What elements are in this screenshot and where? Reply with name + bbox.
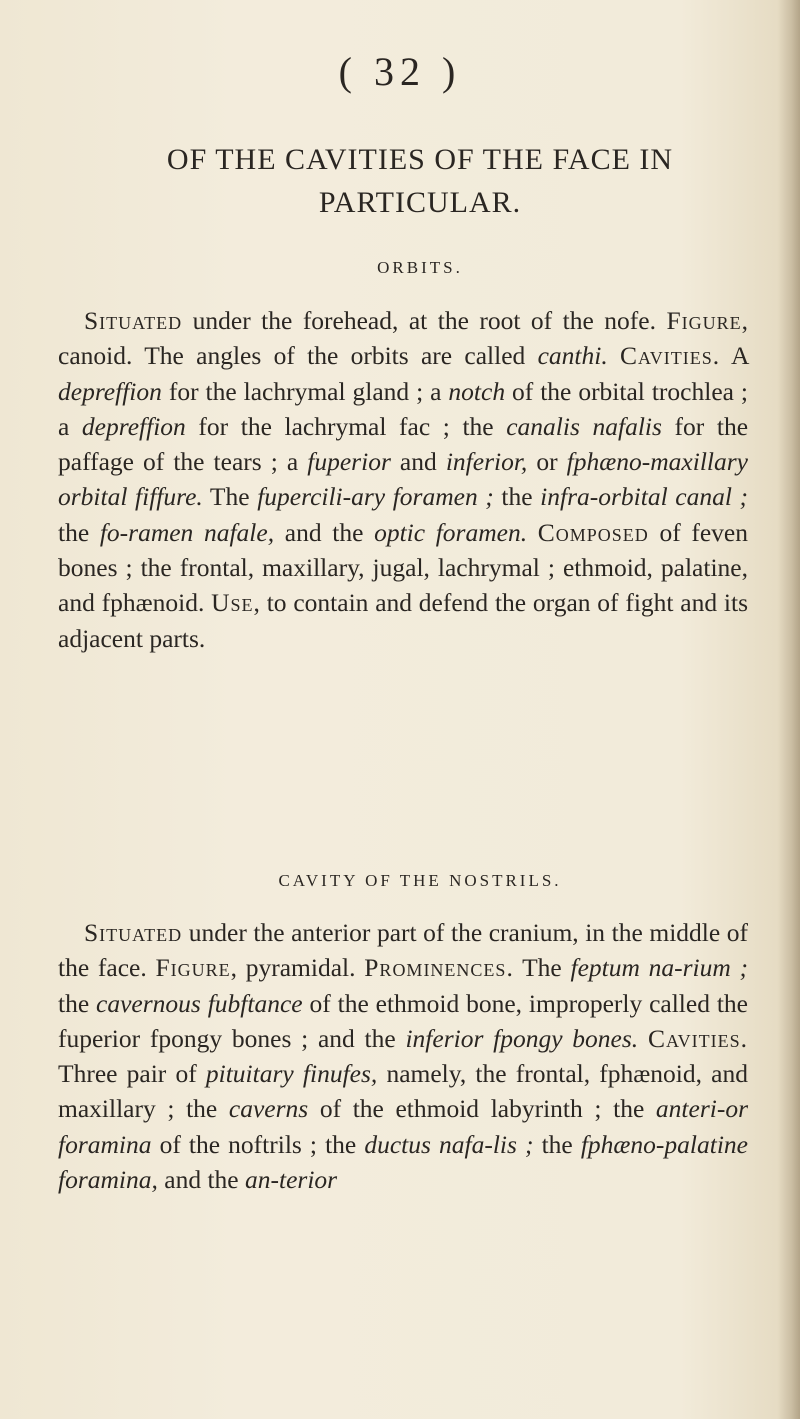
text-run: the: [533, 1129, 581, 1159]
section-title-nostrils: CAVITY OF THE NOSTRILS.: [278, 871, 562, 890]
italic-run: fphæno-maxillary orbital fiffure.: [58, 447, 748, 512]
italic-run: anteri-or foramina: [58, 1094, 748, 1159]
small-caps-run: Cavities.: [647, 1023, 748, 1053]
text-run: namely, the frontal, fphænoid, and maxillary ; the: [58, 1059, 748, 1124]
chapter-heading-line-2: PARTICULAR.: [318, 186, 522, 219]
small-caps-run: Cavities.: [620, 341, 721, 371]
text-run: the: [58, 517, 100, 547]
italic-run: fo-ramen nafale,: [99, 517, 275, 547]
text-run: the: [58, 988, 97, 1018]
italic-run: an-terior: [245, 1165, 338, 1195]
small-caps-run: Figure: [666, 306, 742, 335]
italic-run: depreffion: [81, 411, 186, 441]
small-caps-run: Prominences.: [364, 953, 514, 983]
text-run: of the ethmoid bone, improperly called the fuperior fpongy bones ; and the: [58, 988, 748, 1053]
paragraph-orbits: [58, 303, 748, 656]
text-run: and the: [274, 517, 375, 547]
italic-run: fupercili-ary foramen ;: [257, 482, 494, 512]
italic-run: inferior fpongy bones.: [405, 1023, 639, 1053]
section-title-orbits: ORBITS.: [377, 258, 463, 277]
italic-run: ductus nafa-lis ;: [364, 1129, 534, 1159]
text-run: or: [527, 447, 567, 477]
text-run: and: [390, 447, 446, 477]
small-caps-run: Composed: [537, 517, 649, 547]
text-run: The: [202, 482, 258, 512]
italic-run: caverns: [228, 1094, 309, 1124]
text-run: of the orbital trochlea ; a: [58, 376, 748, 441]
text-run: for the paffage of the tears ; a: [58, 411, 749, 477]
page-edge-shadow: [778, 0, 800, 1419]
text-run: , pyramidal.: [230, 953, 365, 983]
text-run: Three pair of: [58, 1059, 206, 1089]
section-body-nostrils: [58, 915, 748, 1197]
italic-run: canalis nafalis: [506, 411, 662, 441]
text-run: and the: [157, 1165, 245, 1195]
text-run: of feven bones ; the frontal, maxillary, jugal, lachrymal ; ethmoid, palatine, and fphænoid.: [58, 517, 748, 618]
text-run: for the lachrymal gland ; a: [161, 376, 449, 406]
italic-run: fuperior: [307, 447, 391, 477]
text-run: under the anterior part of the cranium, in the middle of the face.: [58, 918, 748, 983]
text-run: [638, 1024, 648, 1053]
text-run: The: [513, 953, 571, 983]
text-run: A: [720, 341, 748, 371]
italic-run: depreffion: [58, 376, 162, 406]
section-body-orbits: [58, 303, 748, 656]
italic-run: optic foramen.: [374, 517, 528, 547]
text-run: [608, 341, 620, 370]
text-run: under the forehead, at the root of the nofe.: [182, 306, 667, 335]
text-run: for the lachrymal fac ; the: [185, 411, 507, 441]
text-run: the: [493, 482, 541, 512]
text-run: of the noftrils ; the: [151, 1129, 365, 1159]
text-run: , to contain and defend the organ of fight and its adjacent parts.: [58, 588, 749, 653]
small-caps-run: Use: [211, 588, 254, 618]
small-caps-run: Figure: [155, 953, 231, 983]
text-run: of the ethmoid labyrinth ; the: [308, 1094, 656, 1124]
italic-run: pituitary finufes,: [205, 1059, 378, 1089]
italic-run: inferior,: [445, 447, 528, 477]
italic-run: fphæno-palatine foramina,: [58, 1129, 748, 1195]
text-run: , canoid. The angles of the orbits are called: [58, 306, 748, 371]
italic-run: feptum na-rium ;: [570, 953, 749, 983]
chapter-heading-line-1: OF THE CAVITIES OF THE FACE IN: [166, 143, 674, 176]
italic-run: notch: [448, 376, 506, 406]
paragraph-nostrils: [58, 915, 748, 1197]
italic-run: canthi.: [537, 341, 608, 371]
italic-run: infra-orbital canal ;: [540, 482, 749, 512]
page-number: ( 32 ): [338, 49, 462, 94]
small-caps-run: Situated: [84, 306, 183, 335]
small-caps-run: Situated: [84, 918, 183, 947]
text-run: [527, 518, 538, 547]
italic-run: cavernous fubftance: [96, 988, 303, 1018]
